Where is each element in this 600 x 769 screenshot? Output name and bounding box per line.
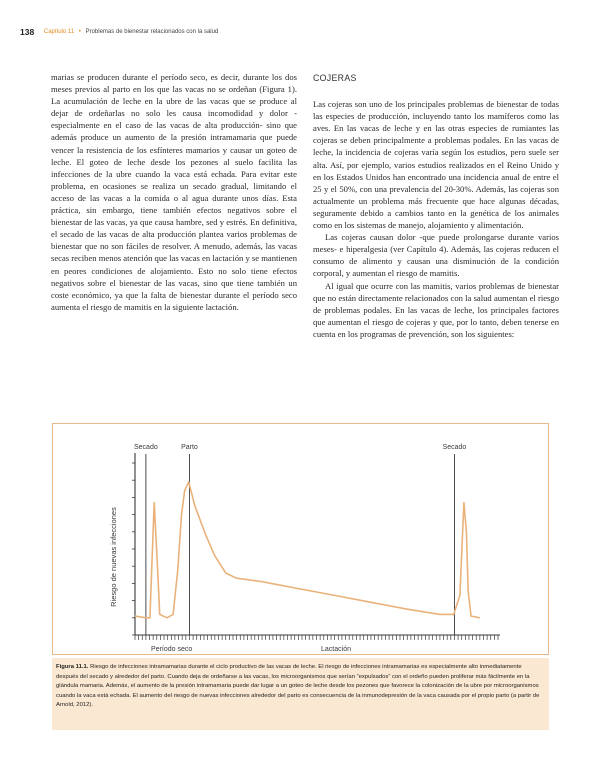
right-paragraph-3: Al igual que ocurre con las mamitis, varios problemas de bienestar que no están directamente relacionados con la salud aumentan el riesgo de problemas podales. En las vacas de leche, los principales factores que aumentan el riesgo de cojeras y que, por lo tanto, deben tenerse en cuenta en los programas de prevención, son los siguientes: — [313, 280, 559, 339]
page-header — [20, 27, 218, 39]
chapter-label: Capítulo 11 — [43, 29, 75, 35]
period-label-dry: Período seco — [151, 646, 193, 653]
right-column — [313, 72, 559, 340]
y-axis-label: Riesgo de nuevas infecciones — [109, 507, 118, 607]
page-number: 138 — [20, 27, 35, 37]
section-title: COJERAS — [313, 73, 357, 83]
right-paragraph-2: Las cojeras causan dolor -que puede prolongarse durante varios meses- e hiperalgesia (ver Capítulo 4). Además, las cojeras reducen el consumo de alimento y causan una disminución de la condición corporal, y aumentan el riesgo de mamitis. — [313, 232, 559, 279]
left-paragraph-1: marias se producen durante el período seco, es decir, durante los dos meses previos al parto en los que las vacas no se ordeñan (Figura 1). La acumulación de leche en la ubre de las vacas que se produce al dejar de ordeñarlas no solo les causa incomodidad y dolor - especialmente en el caso de las vacas de alta producción- sino que además produce un aumento de la presión intramamaria que puede vencer la resistencia de los esfínteres mamarios y causar un goteo de leche. El goteo de leche desde los pezones al suelo facilita las infecciones de la ubre cuando la vaca está echada. Para evitar este problema, en ocasiones se realiza un secado gradual, limitando el acceso de las vacas a la comida o al agua durante unos días. Esta práctica, sin embargo, tiene también efectos negativos sobre el bienestar de las vacas, ya que causa hambre, sed y estrés. En definitiva, el secado de las vacas de alta producción plantea varios problemas de bienestar que no son fáciles de resolver. A menudo, además, las vacas secas reciben menos atención que las vacas en lactación y se mantienen en peores condiciones de alojamiento. Esto no solo tiene efectos negativos sobre el bienestar de las vacas, sino que tiene también un coste económico, ya que la falta de bienestar durante el período seco aumenta el riesgo de mamitis en la siguiente lactación. — [51, 72, 298, 312]
caption-label: Figura 11.1. — [56, 664, 89, 670]
figure-caption — [52, 658, 549, 730]
header-separator: • — [78, 29, 81, 35]
risk-series-line — [135, 482, 480, 618]
risk-chart — [53, 424, 550, 656]
caption-text: Riesgo de infecciones intramamarias durante el ciclo productivo de las vacas de leche. El riesgo de infecciones intramamarias es especialmente alto inmediatamente después del secado y alrededor del parto. Cuando deja de ordeñarse a las vacas, los microorganismos que serían “expulsados” con el ordeño pueden proliferar más fácilmente en la glándula mamaria. Además, el aumento de la presión intramamaria puede dar lugar a un goteo de leche desde los pezones que favorece la colonización de la ubre por microorganismos cuando la vaca está echada. El aumento del riesgo de nuevas infecciones alrededor del parto es consecuencia de la inmunodepresión de la vaca causada por el propio parto (a partir de Arnold, 2012). — [56, 664, 540, 709]
event-label: Secado — [442, 444, 467, 451]
event-label: Secado — [134, 444, 158, 451]
period-label-lactation: Lactación — [321, 646, 351, 653]
right-paragraph-1: Las cojeras son uno de los principales problemas de bienestar de todas las especies de producción, incluyendo tanto los mamíferos como las aves. En las vacas de leche y en las otras especies de rumiantes las cojeras se deben principalmente a problemas podales. En las vacas de leche, la incidencia de cojeras varía según los estudios, pero suele ser alta. Así, por ejemplo, varios estudios realizados en el Reino Unido y en los Estados Unidos han encontrado una incidencia anual de entre el 25 y el 50%, con una prevalencia del 20-30%. Además, las cojeras son actualmente un problema más frecuente que hace algunas décadas, seguramente debido a cambios tanto en la genética de los animales como en los sistemas de manejo, alojamiento y alimentación. — [313, 99, 559, 231]
event-label: Parto — [181, 444, 198, 451]
figure-11-1 — [52, 423, 549, 655]
chapter-title: Problemas de bienestar relacionados con la salud — [85, 29, 219, 35]
left-column — [51, 71, 297, 313]
